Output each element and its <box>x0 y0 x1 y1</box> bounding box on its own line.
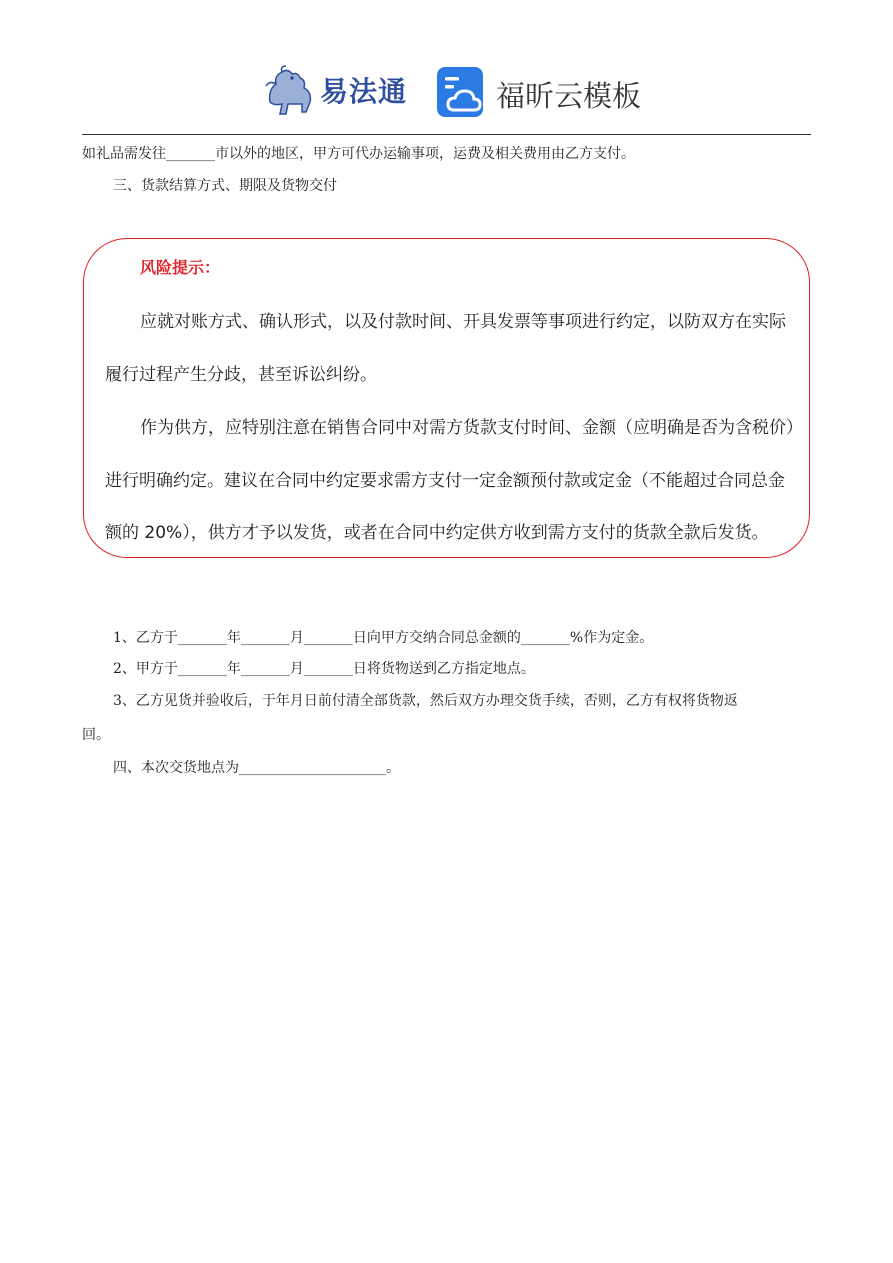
risk-warning-box <box>83 238 810 558</box>
section-3-heading: 三、货款结算方式、期限及货物交付 <box>113 178 337 194</box>
risk-line: 进行明确约定。建议在合同中约定要求需方支付一定金额预付款或定金（不能超过合同总金 <box>105 471 785 491</box>
fuxin-logo-text: 福昕云模板 <box>496 79 642 113</box>
clause-1: 1、乙方于_______年_______月_______日向甲方交纳合同总金额的_______%作为定金。 <box>113 630 654 646</box>
section-4-heading: 四、本次交货地点为_____________________。 <box>113 760 400 776</box>
cloud-doc-icon <box>436 66 486 118</box>
yifatong-logo-text: 易法通 <box>320 75 408 108</box>
risk-line: 应就对账方式、确认形式，以及付款时间、开具发票等事项进行约定，以防双方在实际 <box>140 312 786 332</box>
clause-2: 2、甲方于_______年_______月_______日将货物送到乙方指定地点。 <box>113 661 535 677</box>
qilin-icon <box>262 62 322 118</box>
header-divider <box>82 134 811 135</box>
risk-line: 额的 20%），供方才予以发货，或者在合同中约定供方收到需方支付的货款全款后发货。 <box>105 523 769 543</box>
clause-3: 3、乙方见货并验收后，于年月日前付清全部货款，然后双方办理交货手续，否则，乙方有权将货物返 <box>113 693 738 709</box>
yifatong-logo <box>262 62 412 118</box>
page-header <box>0 0 893 136</box>
fuxin-logo <box>436 66 642 118</box>
risk-line: 履行过程产生分歧，甚至诉讼纠纷。 <box>105 365 377 385</box>
risk-warning-title: 风险提示： <box>140 258 221 277</box>
shipping-paragraph: 如礼品需发往_______市以外的地区，甲方可代办运输事项，运费及相关费用由乙方支付。 <box>82 146 635 162</box>
clause-3-continued: 回。 <box>82 727 110 743</box>
risk-line: 作为供方，应特别注意在销售合同中对需方货款支付时间、金额（应明确是否为含税价） <box>140 418 803 438</box>
